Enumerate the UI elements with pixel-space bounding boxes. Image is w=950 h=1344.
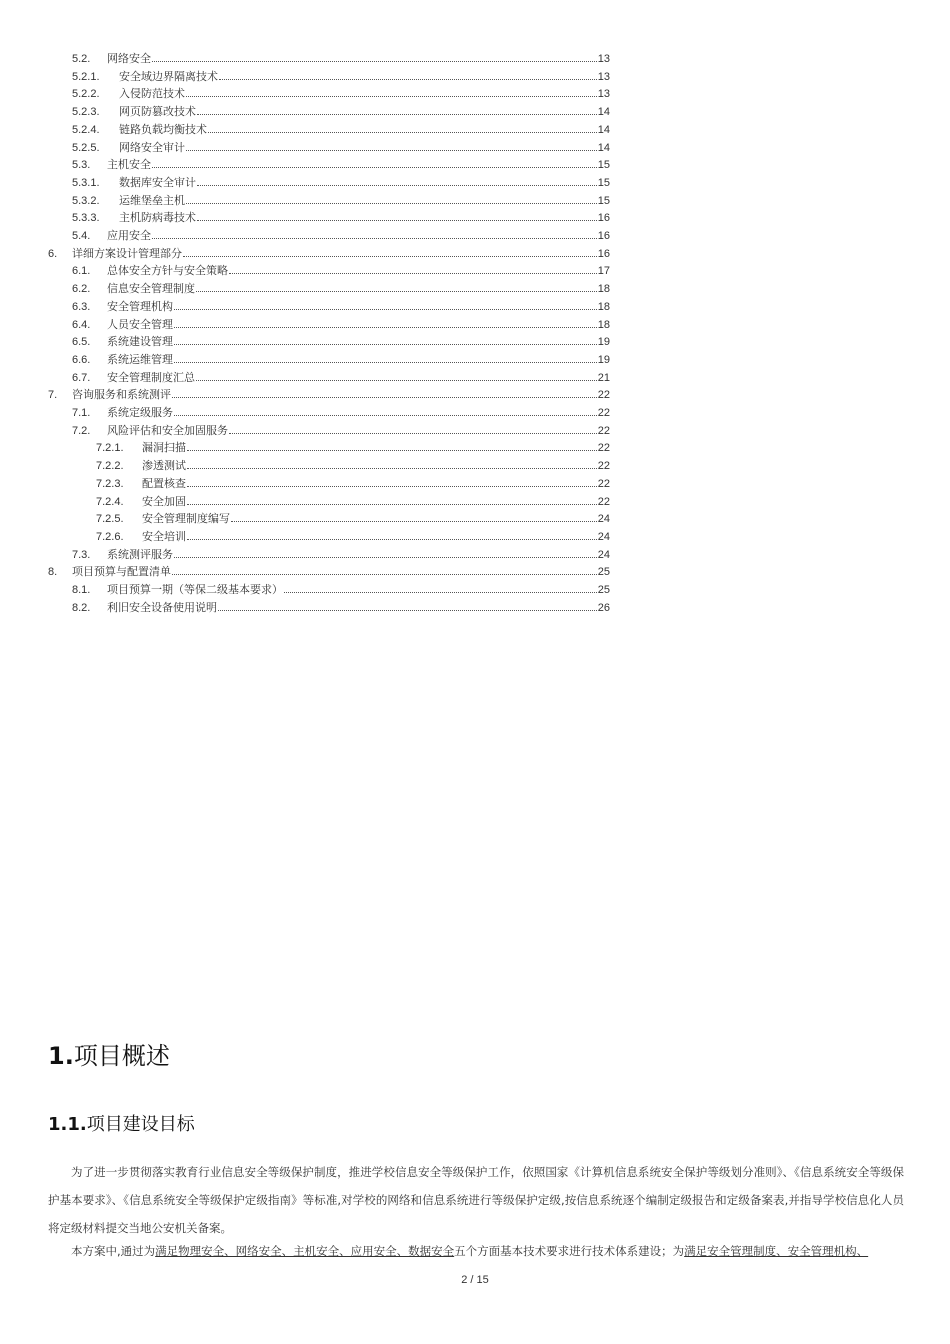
toc-entry[interactable] <box>72 174 610 190</box>
toc-leader-dots <box>187 528 597 540</box>
toc-leader-dots <box>208 121 597 133</box>
toc-entry[interactable] <box>96 457 610 473</box>
toc-title: 配置核查 <box>142 477 186 490</box>
heading-text: 项目概述 <box>73 1042 170 1070</box>
toc-entry[interactable] <box>96 528 610 544</box>
heading-number: 1.1. <box>48 1114 87 1135</box>
toc-entry[interactable] <box>72 404 610 420</box>
toc-number: 6.5. <box>72 336 91 349</box>
toc-number: 6. <box>48 247 58 260</box>
toc-title: 网络安全审计 <box>119 141 185 154</box>
toc-number: 7.2.6. <box>96 530 124 543</box>
toc-leader-dots <box>152 50 597 62</box>
toc-title: 安全管理制度编写 <box>142 513 230 526</box>
toc-number: 5.2.4. <box>72 123 100 136</box>
toc-number: 7.3. <box>72 548 91 561</box>
toc-leader-dots <box>229 262 597 274</box>
toc-number: 5.2. <box>72 53 91 65</box>
toc-number: 5.2.2. <box>72 88 100 101</box>
toc-number: 6.2. <box>72 283 91 296</box>
toc-entry[interactable] <box>48 563 610 579</box>
toc-entry[interactable] <box>72 262 610 278</box>
toc-number: 6.6. <box>72 353 91 366</box>
toc-number: 5.2.1. <box>72 70 100 83</box>
toc-page-number: 22 <box>597 477 610 490</box>
toc-entry[interactable] <box>96 510 610 526</box>
toc-title: 咨询服务和系统测评 <box>72 389 171 402</box>
toc-page-number: 18 <box>597 283 610 296</box>
toc-title: 项目预算一期（等保二级基本要求） <box>107 584 283 596</box>
toc-title: 风险评估和安全加固服务 <box>107 424 228 437</box>
toc-number: 5.3.2. <box>72 194 100 207</box>
toc-title: 项目预算与配置清单 <box>72 566 171 579</box>
toc-title: 主机安全 <box>107 159 151 172</box>
toc-number: 6.3. <box>72 300 91 313</box>
toc-entry[interactable] <box>72 422 610 438</box>
toc-number: 5.3.1. <box>72 176 100 189</box>
toc-page-number: 19 <box>597 336 610 349</box>
toc-number: 7.2.2. <box>96 460 124 473</box>
toc-number: 8.1. <box>72 584 91 596</box>
toc-title: 入侵防范技术 <box>119 88 185 101</box>
paragraph-text: 本方案中,通过为 <box>71 1244 156 1258</box>
toc-entry[interactable] <box>72 280 610 296</box>
toc-entry[interactable] <box>72 103 610 119</box>
toc-page-number: 14 <box>597 106 610 119</box>
toc-title: 渗透测试 <box>142 460 186 473</box>
underlined-text: 满足安全管理制度、安全管理机构、 <box>684 1244 869 1258</box>
toc-leader-dots <box>187 475 597 487</box>
toc-entry[interactable] <box>72 192 610 208</box>
toc-page-number: 16 <box>597 247 610 260</box>
toc-title: 详细方案设计管理部分 <box>72 247 182 260</box>
toc-number: 8. <box>48 566 58 579</box>
toc-leader-dots <box>219 68 597 80</box>
section-heading-1-1 <box>48 1110 195 1136</box>
toc-page-number: 15 <box>597 176 610 189</box>
toc-leader-dots <box>186 85 597 97</box>
toc-page-number: 26 <box>597 601 610 614</box>
toc-title: 人员安全管理 <box>107 318 173 331</box>
toc-title: 主机防病毒技术 <box>119 212 196 225</box>
toc-entry[interactable] <box>96 493 610 509</box>
toc-entry[interactable] <box>72 209 610 225</box>
toc-leader-dots <box>172 386 597 398</box>
toc-entry[interactable] <box>72 351 610 367</box>
toc-entry[interactable] <box>72 156 610 172</box>
toc-leader-dots <box>174 298 597 310</box>
toc-page-number: 22 <box>597 389 610 402</box>
toc-leader-dots <box>172 563 597 575</box>
toc-entry[interactable] <box>72 599 610 615</box>
toc-leader-dots <box>174 404 597 416</box>
toc-number: 7.2.3. <box>96 477 124 490</box>
toc-page-number: 19 <box>597 353 610 366</box>
toc-entry[interactable] <box>72 316 610 332</box>
toc-entry[interactable] <box>72 581 610 597</box>
toc-leader-dots <box>174 333 597 345</box>
toc-page-number: 24 <box>597 548 610 561</box>
toc-entry[interactable] <box>72 139 610 155</box>
toc-leader-dots <box>196 280 597 292</box>
toc-number: 8.2. <box>72 601 91 614</box>
toc-title: 安全加固 <box>142 495 186 508</box>
toc-entry[interactable] <box>72 121 610 137</box>
toc-page-number: 24 <box>597 530 610 543</box>
toc-entry[interactable] <box>48 386 610 402</box>
toc-title: 利旧安全设备使用说明 <box>107 601 217 614</box>
toc-entry[interactable] <box>72 298 610 314</box>
toc-entry[interactable] <box>72 546 610 562</box>
heading-text: 项目建设目标 <box>86 1114 195 1135</box>
toc-number: 5.3. <box>72 159 91 172</box>
toc-leader-dots <box>174 316 597 328</box>
toc-number: 7.2. <box>72 424 91 437</box>
toc-title: 总体安全方针与安全策略 <box>107 265 228 278</box>
toc-entry[interactable] <box>72 369 610 385</box>
toc-number: 5.3.3. <box>72 212 100 225</box>
toc-number: 7.2.4. <box>96 495 124 508</box>
toc-number: 7.2.1. <box>96 442 124 455</box>
toc-leader-dots <box>152 227 597 239</box>
toc-entry[interactable] <box>72 227 610 243</box>
toc-title: 安全域边界隔离技术 <box>119 70 218 83</box>
toc-title: 信息安全管理制度 <box>107 283 195 296</box>
toc-page-number: 16 <box>597 212 610 225</box>
toc-entry[interactable] <box>72 85 610 101</box>
toc-leader-dots <box>183 245 597 257</box>
toc-leader-dots <box>284 581 597 593</box>
body-paragraph-2 <box>48 1240 908 1262</box>
toc-entry[interactable] <box>72 333 610 349</box>
toc-leader-dots <box>196 369 597 381</box>
toc-title: 运维堡垒主机 <box>119 194 185 207</box>
toc-number: 6.1. <box>72 265 91 278</box>
toc-title: 数据库安全审计 <box>119 176 196 189</box>
toc-entry[interactable] <box>96 475 610 491</box>
toc-page-number: 13 <box>597 88 610 101</box>
toc-leader-dots <box>197 103 597 115</box>
toc-leader-dots <box>187 439 597 451</box>
toc-number: 6.7. <box>72 371 91 384</box>
toc-page-number: 18 <box>597 318 610 331</box>
toc-title: 网络安全 <box>107 53 151 65</box>
paragraph-text: 五个方面基本技术要求进行技术体系建设；为 <box>454 1244 685 1258</box>
toc-leader-dots <box>174 546 597 558</box>
toc-page-number: 21 <box>597 371 610 384</box>
toc-title: 网页防篡改技术 <box>119 106 196 119</box>
toc-leader-dots <box>152 156 597 168</box>
toc-entry[interactable] <box>96 439 610 455</box>
toc-number: 7.1. <box>72 407 91 419</box>
toc-title: 系统定级服务 <box>107 407 173 419</box>
toc-title: 安全培训 <box>142 530 186 543</box>
toc-leader-dots <box>229 422 597 434</box>
heading-number: 1. <box>48 1042 74 1070</box>
toc-page-number: 25 <box>597 584 610 596</box>
toc-title: 系统建设管理 <box>107 336 173 349</box>
toc-page-number: 22 <box>597 495 610 508</box>
toc-page-number: 15 <box>597 194 610 207</box>
toc-entry[interactable] <box>48 245 610 261</box>
toc-number: 5.4. <box>72 230 91 242</box>
toc-title: 系统运维管理 <box>107 353 173 366</box>
toc-page-number: 18 <box>597 300 610 313</box>
toc-page-number: 22 <box>597 460 610 473</box>
toc-page-number: 22 <box>597 407 610 419</box>
toc-leader-dots <box>231 510 597 522</box>
toc-page-number: 15 <box>597 159 610 172</box>
toc-leader-dots <box>186 192 597 204</box>
page-footer: 2 / 15 <box>461 1274 489 1286</box>
toc-title: 系统测评服务 <box>107 548 173 561</box>
toc-number: 6.4. <box>72 318 91 331</box>
toc-number: 7.2.5. <box>96 513 124 526</box>
toc-title: 漏洞扫描 <box>142 442 186 455</box>
toc-entry[interactable] <box>72 68 610 84</box>
toc-page-number: 22 <box>597 424 610 437</box>
toc-entry[interactable] <box>72 50 610 66</box>
toc-title: 应用安全 <box>107 230 151 242</box>
toc-leader-dots <box>187 457 597 469</box>
toc-leader-dots <box>197 209 597 221</box>
toc-page-number: 25 <box>597 566 610 579</box>
section-heading-1 <box>48 1036 170 1071</box>
toc-page-number: 24 <box>597 513 610 526</box>
toc-page-number: 13 <box>597 53 610 65</box>
toc-leader-dots <box>187 493 597 505</box>
toc-page-number: 16 <box>597 230 610 242</box>
toc-page-number: 22 <box>597 442 610 455</box>
toc-leader-dots <box>218 599 597 611</box>
toc-title: 安全管理制度汇总 <box>107 371 195 384</box>
toc-page-number: 13 <box>597 70 610 83</box>
toc-leader-dots <box>174 351 597 363</box>
toc-title: 安全管理机构 <box>107 300 173 313</box>
toc-number: 7. <box>48 389 58 402</box>
toc-page-number: 14 <box>597 123 610 136</box>
toc-number: 5.2.3. <box>72 106 100 119</box>
toc-page-number: 17 <box>597 265 610 278</box>
toc-leader-dots <box>197 174 597 186</box>
toc-leader-dots <box>186 139 597 151</box>
underlined-text: 满足物理安全、网络安全、主机安全、应用安全、数据安全 <box>155 1244 455 1258</box>
toc-number: 5.2.5. <box>72 141 100 154</box>
toc-page-number: 14 <box>597 141 610 154</box>
toc-title: 链路负载均衡技术 <box>119 123 207 136</box>
body-paragraph: 为了进一步贯彻落实教育行业信息安全等级保护制度，推进学校信息安全等级保护工作，依照国家《计算机信息系统安全保护等级划分准则》、《信息系统安全等级保护基本要求》、《信息系统安全等级保护定级指南》等标准,对学校的网络和信息系统进行等级保护定级,按信息系统逐个编制定级报告和定级备案表,并指导学校信息化人员将定级材料提交当地公安机关备案。 <box>48 1165 904 1235</box>
